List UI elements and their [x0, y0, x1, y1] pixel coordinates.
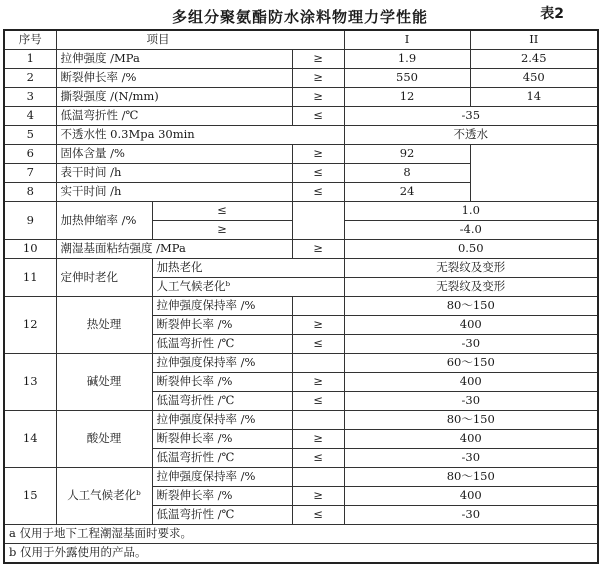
footnote-row	[4, 525, 598, 544]
row-value: 1.0	[344, 202, 598, 221]
row-value: 不透水	[344, 126, 598, 145]
row-operator: ≤	[292, 449, 344, 468]
row-operator: ≤	[292, 164, 344, 183]
row-operator: ≥	[292, 69, 344, 88]
table-number: 表2	[540, 6, 564, 22]
row-value-1: 12	[344, 88, 470, 107]
table-header-row	[4, 30, 598, 50]
row-subitem: 拉伸强度保持率 /%	[152, 411, 292, 430]
row-index: 6	[4, 145, 56, 164]
table-row	[4, 297, 598, 316]
row-value: 400	[344, 316, 598, 335]
row-group: 碱处理	[56, 354, 152, 411]
row-value: 0.50	[344, 240, 598, 259]
row-value: 80～150	[344, 468, 598, 487]
row-item: 断裂伸长率 /%	[56, 69, 292, 88]
row-index: 5	[4, 126, 56, 145]
row-item: 实干时间 /h	[56, 183, 292, 202]
header-item: 项目	[56, 30, 344, 50]
row-operator: ≤	[292, 183, 344, 202]
row-index: 11	[4, 259, 56, 297]
row-subitem: 低温弯折性 /℃	[152, 449, 292, 468]
row-value: -30	[344, 506, 598, 525]
row-value: -35	[344, 107, 598, 126]
row-index: 12	[4, 297, 56, 354]
table-row	[4, 164, 598, 183]
empty-cell	[292, 202, 344, 221]
table-row	[4, 468, 598, 487]
footnote-a: a 仅用于地下工程潮湿基面时要求。	[4, 525, 598, 544]
row-operator: ≤	[292, 335, 344, 354]
row-value: 60～150	[344, 354, 598, 373]
header-index: 序号	[4, 30, 56, 50]
row-item: 低温弯折性 /℃	[56, 107, 292, 126]
empty-cell	[470, 145, 598, 164]
row-subitem: 人工气候老化ᵇ	[152, 278, 344, 297]
row-value: 80～150	[344, 411, 598, 430]
row-value-2: 450	[470, 69, 598, 88]
row-index: 3	[4, 88, 56, 107]
row-subitem: 断裂伸长率 /%	[152, 373, 292, 392]
row-group: 热处理	[56, 297, 152, 354]
row-subitem: 拉伸强度保持率 /%	[152, 468, 292, 487]
row-index: 10	[4, 240, 56, 259]
row-value: 无裂纹及变形	[344, 278, 598, 297]
row-group: 人工气候老化ᵇ	[56, 468, 152, 525]
row-operator: ≤	[292, 392, 344, 411]
row-index: 15	[4, 468, 56, 525]
row-value: 8	[344, 164, 470, 183]
row-operator	[292, 411, 344, 430]
row-index: 7	[4, 164, 56, 183]
row-operator: ≥	[292, 373, 344, 392]
footnote-row	[4, 544, 598, 564]
row-value: 80～150	[344, 297, 598, 316]
row-subitem: 断裂伸长率 /%	[152, 430, 292, 449]
row-value-1: 550	[344, 69, 470, 88]
row-operator: ≥	[292, 240, 344, 259]
row-value: 24	[344, 183, 470, 202]
row-item: 表干时间 /h	[56, 164, 292, 183]
row-item: 潮湿基面粘结强度 /MPa	[56, 240, 292, 259]
row-value: -30	[344, 392, 598, 411]
row-group: 定伸时老化	[56, 259, 152, 297]
row-subitem: 低温弯折性 /℃	[152, 335, 292, 354]
row-subitem: 低温弯折性 /℃	[152, 392, 292, 411]
row-item: 固体含量 /%	[56, 145, 292, 164]
table-row	[4, 107, 598, 126]
row-value: -30	[344, 335, 598, 354]
row-item: 拉伸强度 /MPa	[56, 50, 292, 69]
row-value: 无裂纹及变形	[344, 259, 598, 278]
empty-cell	[292, 221, 344, 240]
table-title: 多组分聚氨酯防水涂料物理力学性能	[171, 8, 428, 26]
table-row	[4, 411, 598, 430]
row-index: 1	[4, 50, 56, 69]
row-index: 14	[4, 411, 56, 468]
table-row	[4, 50, 598, 69]
row-value-1: 1.9	[344, 50, 470, 69]
row-group: 酸处理	[56, 411, 152, 468]
table-row	[4, 183, 598, 202]
table-row	[4, 145, 598, 164]
row-subitem: 拉伸强度保持率 /%	[152, 297, 292, 316]
table-row	[4, 126, 598, 145]
table-row	[4, 88, 598, 107]
row-value: -30	[344, 449, 598, 468]
header-grade-2: II	[470, 30, 598, 50]
row-operator	[292, 354, 344, 373]
empty-cell	[470, 183, 598, 202]
row-index: 9	[4, 202, 56, 240]
row-value-2: 14	[470, 88, 598, 107]
row-value-2: 2.45	[470, 50, 598, 69]
row-operator: ≥	[292, 145, 344, 164]
table-row	[4, 354, 598, 373]
row-item: 加热伸缩率 /%	[56, 202, 152, 240]
empty-cell	[470, 164, 598, 183]
row-operator: ≤	[292, 107, 344, 126]
row-item: 撕裂强度 /(N/mm)	[56, 88, 292, 107]
row-value: -4.0	[344, 221, 598, 240]
row-value: 400	[344, 373, 598, 392]
row-value: 92	[344, 145, 470, 164]
row-operator: ≥	[292, 430, 344, 449]
row-operator: ≤	[152, 202, 292, 221]
row-item: 不透水性 0.3Mpa 30min	[56, 126, 344, 145]
row-subitem: 断裂伸长率 /%	[152, 487, 292, 506]
row-index: 13	[4, 354, 56, 411]
footnote-b: b 仅用于外露使用的产品。	[4, 544, 598, 564]
row-operator: ≥	[152, 221, 292, 240]
row-subitem: 加热老化	[152, 259, 344, 278]
row-subitem: 断裂伸长率 /%	[152, 316, 292, 335]
table-row	[4, 259, 598, 278]
row-operator: ≥	[292, 88, 344, 107]
row-index: 8	[4, 183, 56, 202]
row-operator	[292, 297, 344, 316]
row-index: 2	[4, 69, 56, 88]
row-operator: ≥	[292, 316, 344, 335]
row-operator: ≥	[292, 487, 344, 506]
row-subitem: 拉伸强度保持率 /%	[152, 354, 292, 373]
row-operator	[292, 468, 344, 487]
table-row	[4, 202, 598, 221]
row-value: 400	[344, 487, 598, 506]
row-operator: ≤	[292, 506, 344, 525]
row-index: 4	[4, 107, 56, 126]
properties-table	[3, 29, 599, 564]
row-value: 400	[344, 430, 598, 449]
table-row	[4, 69, 598, 88]
header-grade-1: I	[344, 30, 470, 50]
row-subitem: 低温弯折性 /℃	[152, 506, 292, 525]
table-row	[4, 240, 598, 259]
row-operator: ≥	[292, 50, 344, 69]
